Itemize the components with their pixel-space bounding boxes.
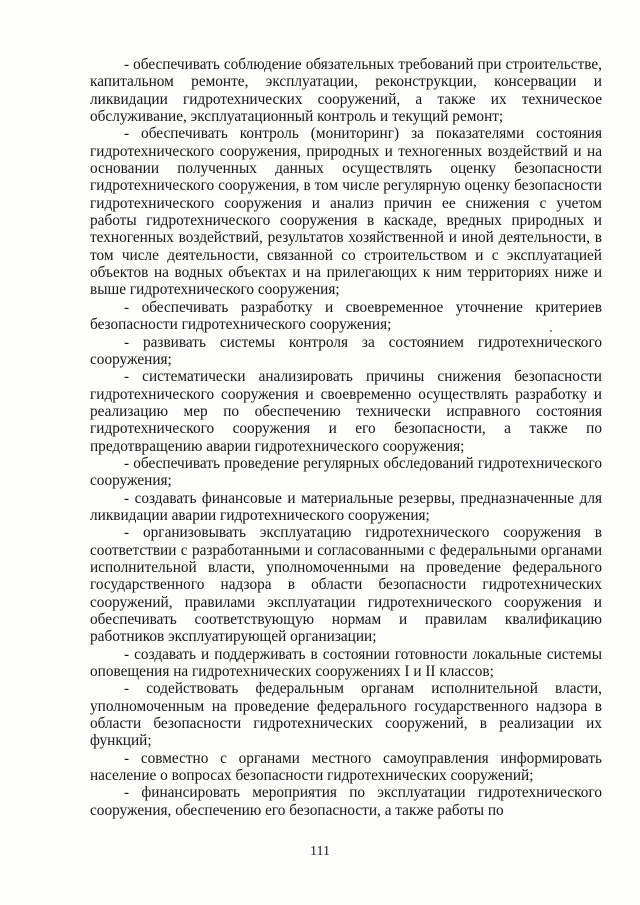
list-item: - систематически анализировать причины снижения безопасности гидротехнического сооружения и своевременно осуществлять разработку и реализацию мер по обеспечению технически исправного состояния гидротехнического сооружения и его безопасности, а также по предотвращению аварии гидротехнического сооружения; bbox=[90, 368, 602, 455]
list-item: - финансировать мероприятия по эксплуатации гидротехнического сооружения, обеспечению его безопасности, а также работы по bbox=[90, 784, 602, 819]
list-item: - обеспечивать контроль (мониторинг) за показателями состояния гидротехнического сооружения, природных и техногенных воздействий и на основании полученных данных осуществлять оценку безопасности гидротехнического сооружения, в том числе регулярную оценку безопасности гидротехнического сооружения и анализ причин ее снижения с учетом работы гидротехнического сооружения в каскаде, вредных природных и техногенных воздействий, результатов хозяйственной и иной деятельности, в том числе деятельности, связанной со строительством и с эксплуатацией объектов на водных объектах и на прилегающих к ним территориях ниже и выше гидротехнического сооружения; bbox=[90, 125, 602, 299]
list-item: - совместно с органами местного самоуправления информировать население о вопросах безопасности гидротехнических сооружений; bbox=[90, 749, 602, 785]
list-item: - создавать и поддерживать в состоянии готовности локальные системы оповещения на гидротехнических сооружениях I и II классов; bbox=[90, 645, 602, 681]
list-item: - обеспечивать соблюдение обязательных требований при строительстве, капитальном ремонте, эксплуатации, реконструкции, консервации и ликвидации гидротехнических сооружений, а также их техническое обслуживание, эксплуатационный контроль и текущий ремонт; bbox=[90, 56, 602, 126]
document-body bbox=[90, 56, 602, 819]
list-item: - обеспечивать разработку и своевременное уточнение критериев безопасности гидротехнического сооружения; bbox=[90, 298, 602, 334]
list-item: - организовывать эксплуатацию гидротехнического сооружения в соответствии с разработанными и согласованными с федеральными органами исполнительной власти, уполномоченными на проведение федерального государственного надзора в области безопасности гидротехнических сооружений, правилами эксплуатации гидротехнического сооружения и обеспечивать соответствующую нормам и правилам квалификацию работников эксплуатирующей организации; bbox=[90, 524, 602, 646]
scan-speck bbox=[550, 330, 552, 332]
list-item: - обеспечивать проведение регулярных обследований гидротехнического сооружения; bbox=[90, 454, 602, 490]
list-item: - создавать финансовые и материальные резервы, предназначенные для ликвидации аварии гидротехнического сооружения; bbox=[90, 489, 602, 524]
list-item: - содействовать федеральным органам исполнительной власти, уполномоченным на проведение федерального государственного надзора в области безопасности гидротехнических сооружений, в реализации их функций; bbox=[90, 680, 602, 750]
list-item: - развивать системы контроля за состоянием гидротехнического сооружения; bbox=[90, 333, 602, 368]
page-number: 111 bbox=[310, 844, 330, 859]
